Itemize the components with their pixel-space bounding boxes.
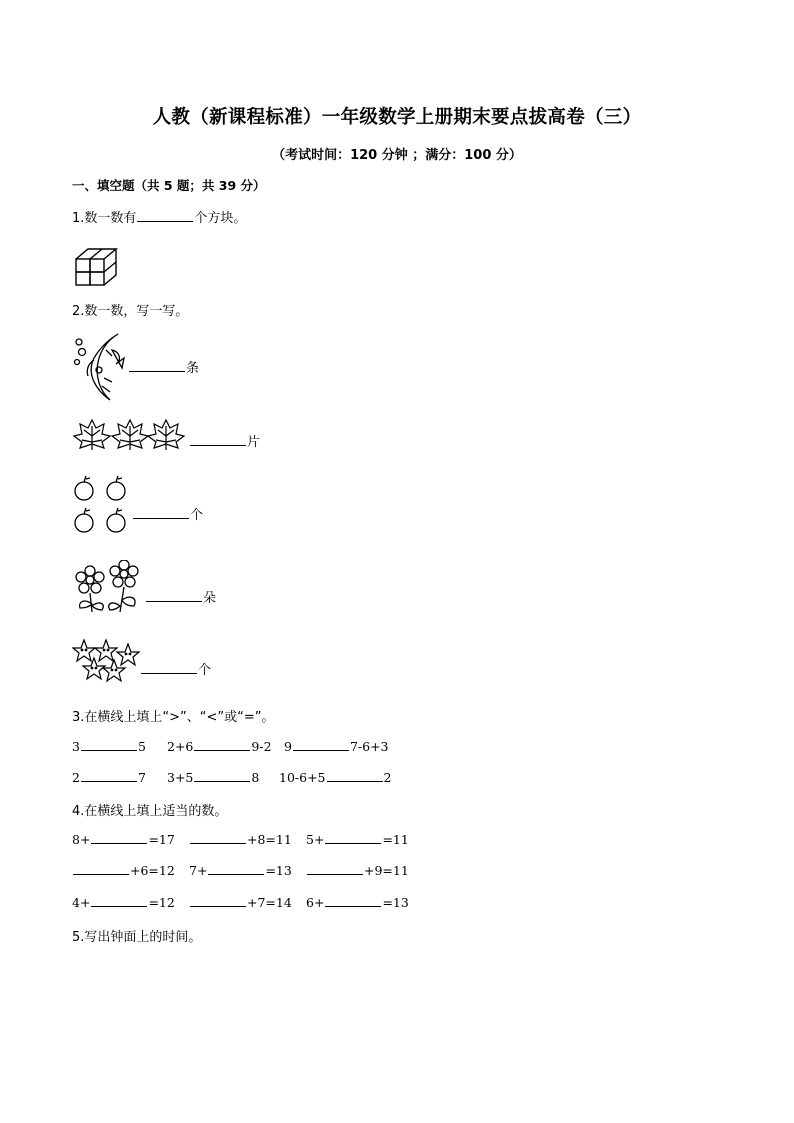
- exam-page: 人教（新课程标准）一年级数学上册期末要点拔高卷（三） （考试时间：120 分钟 ；满分：100 分） 一、填空题（共 5 题；共 39 分） 1.数一数有 个方块。 2.数一数，写一写。 条 片 个 朵 个 3.在横线上填上“>”、“<”或“=”。 3 5 2+6 9-2 9 7-6+3 2 7 3+5 8 10-6+5 2 4.在横线上填上适当的数。 8+ =17 +8=11 5+ =11 +6=12 7+ =13 +9=11 4+ =12 +7=14 6+ =13 5.写出钟面上的时间。: [0, 0, 794, 1123]
- leaves-icon: [72, 416, 186, 452]
- apples-icon: [72, 474, 132, 536]
- answer-blank[interactable]: [293, 738, 349, 751]
- answer-blank[interactable]: [133, 506, 189, 519]
- stars-icon: [72, 638, 140, 684]
- answer-row-fish: [128, 357, 199, 376]
- question-5: 5.写出钟面上的时间。: [72, 930, 202, 945]
- answer-blank[interactable]: [81, 738, 137, 751]
- answer-row-leaves: [189, 431, 260, 450]
- question-2: 2.数一数，写一写。: [72, 304, 189, 319]
- answer-blank[interactable]: [325, 894, 381, 907]
- answer-blank[interactable]: [137, 209, 193, 222]
- answer-row-flowers: [145, 587, 216, 606]
- answer-blank[interactable]: [190, 433, 246, 446]
- cubes-icon: [74, 246, 122, 288]
- question-1: [72, 207, 246, 226]
- answer-blank[interactable]: [81, 769, 137, 782]
- answer-blank[interactable]: [141, 661, 197, 674]
- question-4: 4.在横线上填上适当的数。: [72, 804, 228, 819]
- answer-blank[interactable]: [194, 738, 250, 751]
- answer-blank[interactable]: [325, 831, 381, 844]
- answer-blank[interactable]: [129, 359, 185, 372]
- unit-label: 个: [190, 508, 204, 523]
- answer-blank[interactable]: [190, 831, 246, 844]
- question-1-suffix: 个方块。: [194, 211, 247, 226]
- page-title: 人教（新课程标准）一年级数学上册期末要点拔高卷（三）: [152, 107, 642, 128]
- unit-label: 个: [198, 663, 212, 678]
- answer-blank[interactable]: [190, 894, 246, 907]
- answer-row-stars: [140, 659, 211, 678]
- answer-blank[interactable]: [194, 769, 250, 782]
- answer-blank[interactable]: [73, 862, 129, 875]
- answer-blank[interactable]: [91, 894, 147, 907]
- exam-info: （考试时间：120 分钟 ；满分：100 分）: [272, 148, 522, 163]
- question-1-prefix: 1.数一数有: [72, 211, 137, 226]
- unit-label: 条: [186, 361, 200, 376]
- answer-blank[interactable]: [146, 589, 202, 602]
- answer-blank[interactable]: [307, 862, 363, 875]
- answer-blank[interactable]: [208, 862, 264, 875]
- fish-icon: [72, 330, 126, 402]
- unit-label: 片: [247, 435, 261, 450]
- answer-blank[interactable]: [327, 769, 383, 782]
- answer-blank[interactable]: [91, 831, 147, 844]
- flowers-icon: [72, 560, 144, 616]
- question-3: 3.在横线上填上“>”、“<”或“=”。: [72, 710, 275, 725]
- answer-row-apples: [132, 504, 203, 523]
- section-heading: 一、填空题（共 5 题；共 39 分）: [72, 178, 266, 193]
- unit-label: 朵: [203, 591, 217, 606]
